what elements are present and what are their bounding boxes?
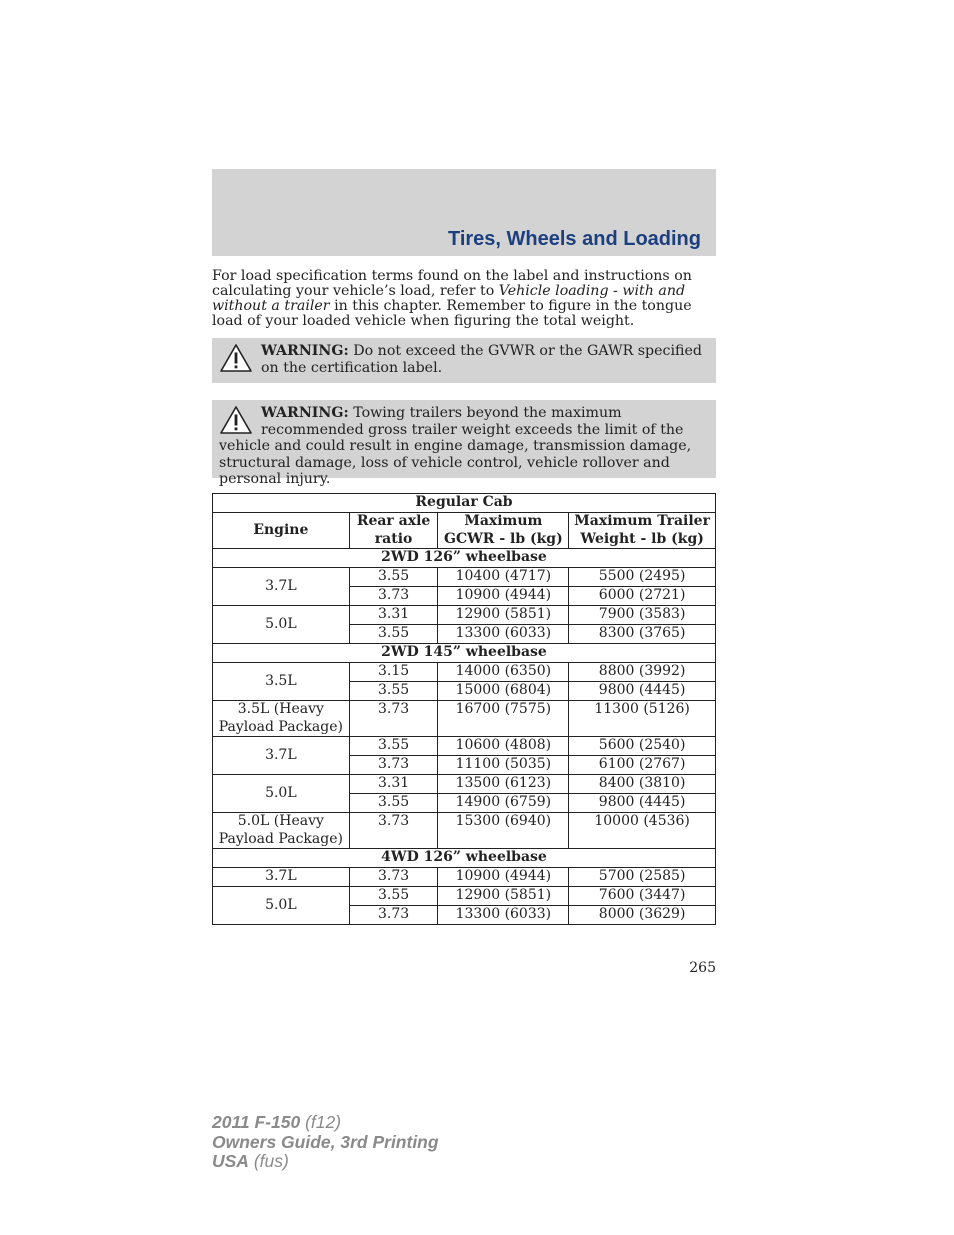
engine-cell: 5.0L (213, 887, 350, 925)
max-gcwr-cell: 14900 (6759) (438, 794, 569, 813)
table-row (213, 663, 716, 682)
section-row (213, 549, 716, 568)
table-body (213, 549, 716, 925)
warning-box-1 (212, 338, 716, 383)
engine-cell: 3.7L (213, 568, 350, 606)
column-header-engine: Engine (213, 513, 350, 549)
intro-text-2: in this chapter. Remember to figure in the tongue load of your loaded vehicle when figuring the total weight. (212, 298, 692, 329)
max-trailer-weight-cell: 8400 (3810) (569, 775, 716, 794)
engine-cell: 3.5L (Heavy Payload Package) (213, 701, 350, 737)
max-gcwr-cell: 15000 (6804) (438, 682, 569, 701)
warning-label: WARNING: (261, 405, 349, 421)
max-trailer-weight-cell: 5500 (2495) (569, 568, 716, 587)
warning-box-2 (212, 400, 716, 487)
axle-ratio-cell: 3.73 (349, 756, 438, 775)
max-trailer-weight-cell: 11300 (5126) (569, 701, 716, 737)
table-row (213, 775, 716, 794)
table-row (213, 868, 716, 887)
axle-ratio-cell: 3.73 (349, 906, 438, 925)
max-gcwr-cell: 10400 (4717) (438, 568, 569, 587)
table-row (213, 701, 716, 737)
document-footer (212, 1113, 439, 1172)
section-row (213, 849, 716, 868)
axle-ratio-cell: 3.31 (349, 775, 438, 794)
max-gcwr-cell: 12900 (5851) (438, 606, 569, 625)
max-trailer-weight-cell: 5600 (2540) (569, 737, 716, 756)
max-trailer-weight-cell: 9800 (4445) (569, 794, 716, 813)
engine-cell: 5.0L (213, 606, 350, 644)
max-gcwr-cell: 15300 (6940) (438, 813, 569, 849)
max-trailer-weight-cell: 6000 (2721) (569, 587, 716, 606)
engine-cell: 3.7L (213, 868, 350, 887)
warning-text: Towing trailers beyond the maximum recommended gross trailer weight exceeds the limit of the vehicle and could result in engine damage, transmission damage, structural damage, loss of vehicle control, vehicle rollover and personal injury. (219, 405, 692, 487)
section-label: 2WD 145” wheelbase (213, 644, 716, 663)
footer-model-code: (f12) (300, 1112, 342, 1132)
axle-ratio-cell: 3.15 (349, 663, 438, 682)
max-trailer-weight-cell: 5700 (2585) (569, 868, 716, 887)
max-trailer-weight-cell: 9800 (4445) (569, 682, 716, 701)
max-trailer-weight-cell: 7600 (3447) (569, 887, 716, 906)
warning-text: Do not exceed the GVWR or the GAWR specified on the certification label. (261, 343, 702, 376)
max-gcwr-cell: 10900 (4944) (438, 868, 569, 887)
axle-ratio-cell: 3.55 (349, 682, 438, 701)
axle-ratio-cell: 3.73 (349, 701, 438, 737)
engine-cell: 5.0L (Heavy Payload Package) (213, 813, 350, 849)
axle-ratio-cell: 3.55 (349, 794, 438, 813)
max-gcwr-cell: 12900 (5851) (438, 887, 569, 906)
intro-link[interactable]: Vehicle loading - with and without a trailer (212, 283, 686, 314)
max-gcwr-cell: 13500 (6123) (438, 775, 569, 794)
max-trailer-weight-cell: 10000 (4536) (569, 813, 716, 849)
max-trailer-weight-cell: 8800 (3992) (569, 663, 716, 682)
axle-ratio-cell: 3.73 (349, 868, 438, 887)
footer-model: 2011 F-150 (212, 1112, 301, 1132)
axle-ratio-cell: 3.73 (349, 587, 438, 606)
column-header-max-gcwr: Maximum GCWR - lb (kg) (438, 513, 569, 549)
intro-text-1: For load specification terms found on the label and instructions on calculating your vehicle’s load, refer to (212, 268, 692, 299)
max-gcwr-cell: 16700 (7575) (438, 701, 569, 737)
warning-triangle-icon (219, 343, 253, 373)
max-trailer-weight-cell: 7900 (3583) (569, 606, 716, 625)
axle-ratio-cell: 3.55 (349, 737, 438, 756)
table-row (213, 887, 716, 906)
section-label: 2WD 126” wheelbase (213, 549, 716, 568)
max-gcwr-cell: 13300 (6033) (438, 625, 569, 644)
section-label: 4WD 126” wheelbase (213, 849, 716, 868)
engine-cell: 3.7L (213, 737, 350, 775)
table-row (213, 737, 716, 756)
column-header-axle-ratio: Rear axle ratio (349, 513, 438, 549)
footer-region: USA (212, 1151, 249, 1171)
max-gcwr-cell: 14000 (6350) (438, 663, 569, 682)
intro-paragraph (212, 269, 716, 329)
table-row (213, 813, 716, 849)
warning-label: WARNING: (261, 343, 349, 359)
engine-cell: 5.0L (213, 775, 350, 813)
axle-ratio-cell: 3.55 (349, 568, 438, 587)
max-gcwr-cell: 10900 (4944) (438, 587, 569, 606)
chapter-header (212, 169, 716, 256)
max-trailer-weight-cell: 6100 (2767) (569, 756, 716, 775)
page-number: 265 (689, 960, 716, 976)
footer-guide: Owners Guide, 3rd Printing (212, 1131, 439, 1152)
max-gcwr-cell: 13300 (6033) (438, 906, 569, 925)
axle-ratio-cell: 3.55 (349, 887, 438, 906)
max-gcwr-cell: 11100 (5035) (438, 756, 569, 775)
footer-region-code: (fus) (248, 1151, 289, 1171)
chapter-title: Tires, Wheels and Loading (447, 228, 701, 250)
table-title: Regular Cab (213, 494, 716, 513)
axle-ratio-cell: 3.31 (349, 606, 438, 625)
max-trailer-weight-cell: 8000 (3629) (569, 906, 716, 925)
table-row (213, 606, 716, 625)
warning-triangle-icon (219, 405, 253, 435)
table-row (213, 568, 716, 587)
axle-ratio-cell: 3.55 (349, 625, 438, 644)
towing-spec-table (212, 493, 716, 925)
max-gcwr-cell: 10600 (4808) (438, 737, 569, 756)
axle-ratio-cell: 3.73 (349, 813, 438, 849)
column-header-max-trailer-weight: Maximum Trailer Weight - lb (kg) (569, 513, 716, 549)
engine-cell: 3.5L (213, 663, 350, 701)
max-trailer-weight-cell: 8300 (3765) (569, 625, 716, 644)
section-row (213, 644, 716, 663)
